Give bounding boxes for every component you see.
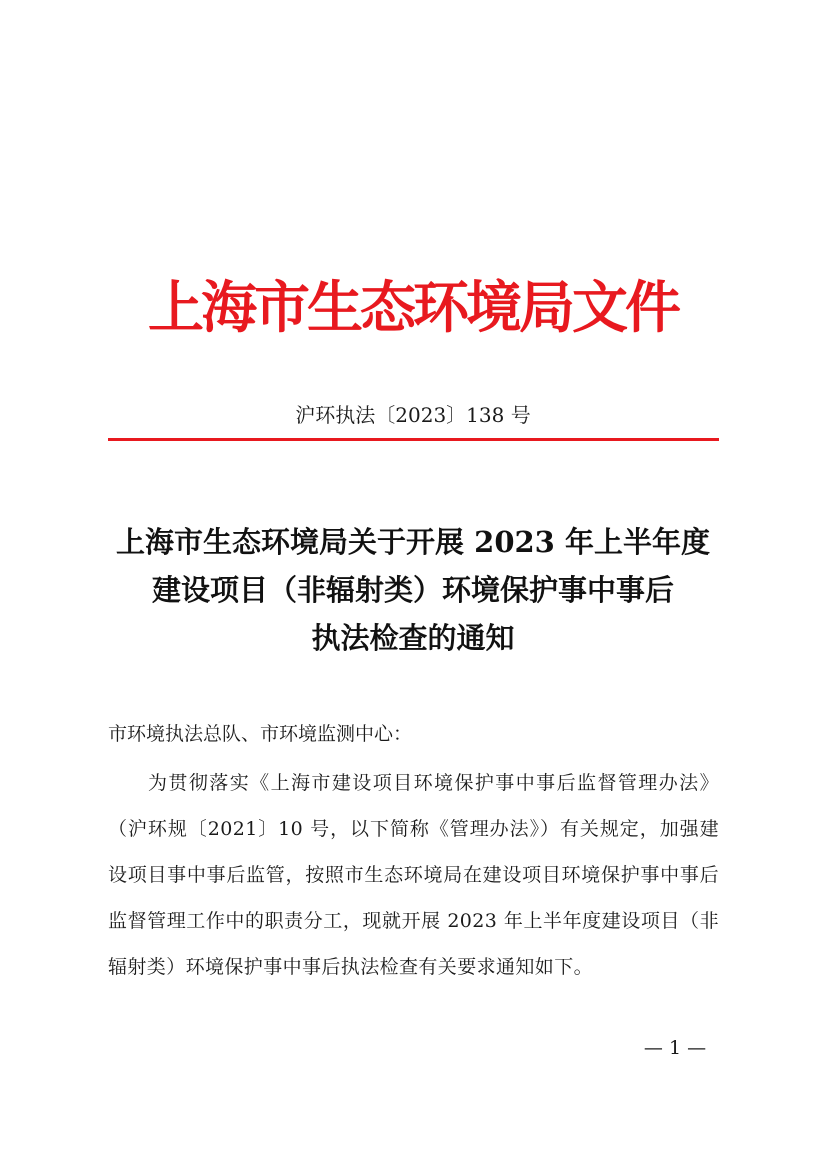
issuing-authority-title: 上海市生态环境局文件 [148, 275, 678, 341]
notice-headline [0, 518, 826, 662]
red-divider-line [108, 438, 719, 441]
headline-line-1: 上海市生态环境局关于开展 2023 年上半年度 [116, 525, 710, 559]
headline-line-3: 执法检查的通知 [311, 621, 515, 655]
headline-line-2: 建设项目（非辐射类）环境保护事中事后 [151, 573, 674, 607]
body-paragraph: 为贯彻落实《上海市建设项目环境保护事中事后监督管理办法》（沪环规〔2021〕10 号，以下简称《管理办法》）有关规定，加强建设项目事中事后监管，按照市生态环境局在建设项目环境保护事中事后监督管理工作中的职责分工，现就开展 2023 年上半年度建设项目（非辐射类）环境保护事中事后执法检查有关要求通知如下。 [108, 772, 719, 978]
recipients-line: 市环境执法总队、市环境监测中心： [108, 723, 413, 745]
page-number: — 1 — [643, 1037, 707, 1059]
document-number: 沪环执法〔2023〕138 号 [295, 403, 531, 427]
